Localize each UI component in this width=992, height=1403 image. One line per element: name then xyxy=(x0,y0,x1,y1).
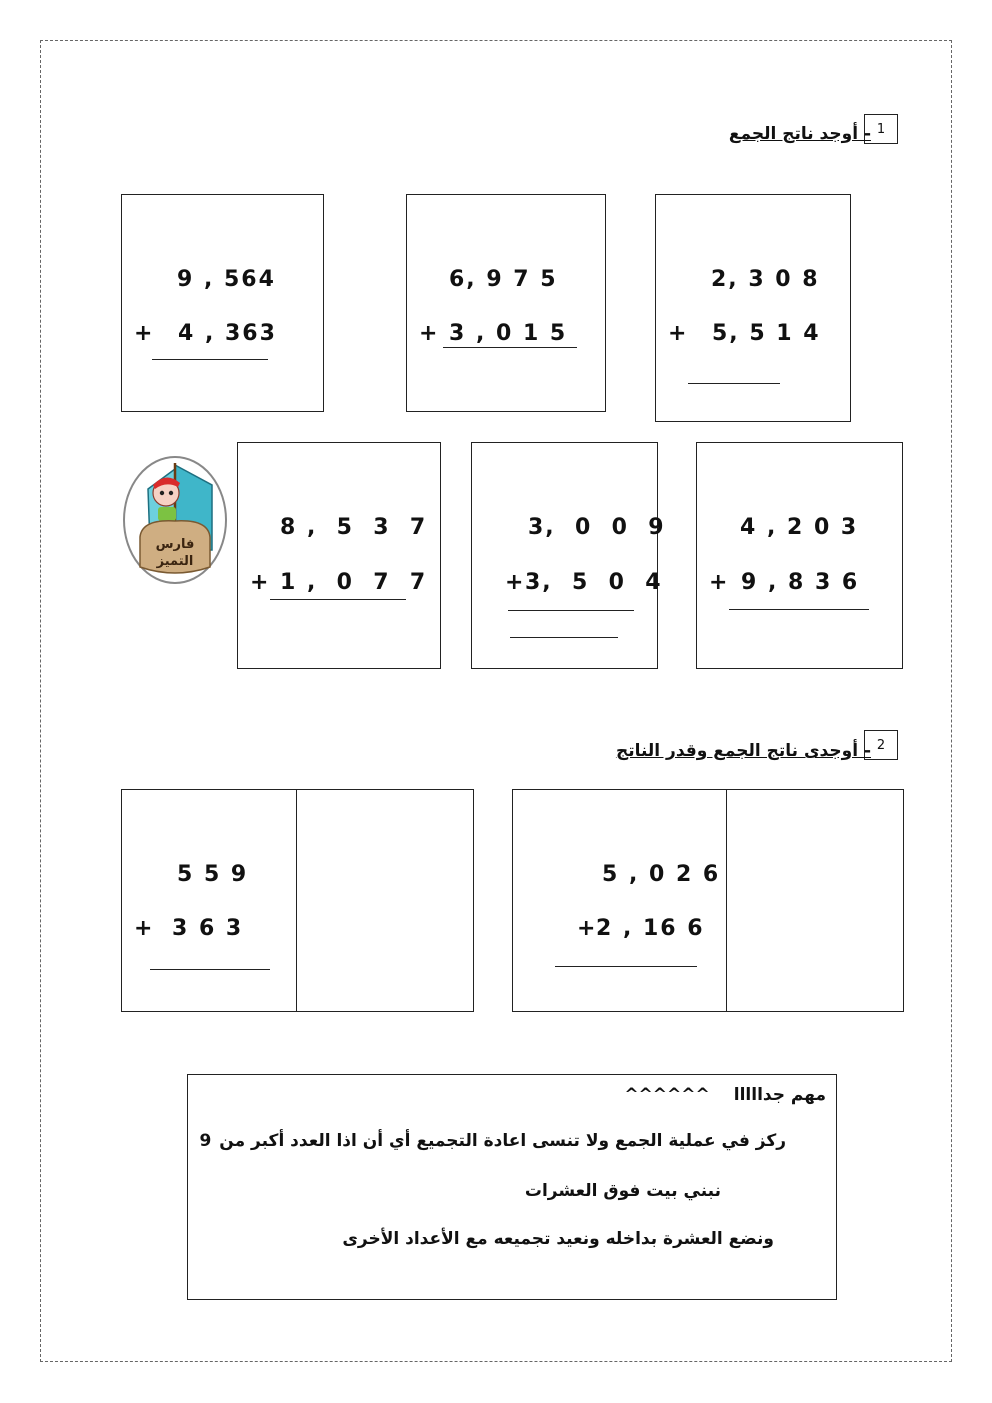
note-line-1-number: 9 xyxy=(199,1131,212,1151)
problem-2-operator: + xyxy=(419,321,440,346)
problem-1-top: 9 , 564 xyxy=(177,267,276,292)
question-number-1: 1 xyxy=(864,114,898,144)
logo-text-line2: التميز xyxy=(156,554,194,569)
note-header-row xyxy=(624,1085,826,1105)
problem-3-top: 2, 3 0 8 xyxy=(711,267,820,292)
problem-5-top: 3, 0 0 9 xyxy=(528,515,666,540)
problem-box-5 xyxy=(471,442,666,669)
answer-line xyxy=(555,966,697,967)
problem-box-6 xyxy=(696,442,903,669)
estimate-divider xyxy=(726,790,727,1011)
faris-altamayuz-logo xyxy=(122,455,228,585)
problem-4-bottom: 1 , 0 7 7 xyxy=(280,570,428,595)
problem-6-operator: + xyxy=(709,570,730,595)
problem-box-1 xyxy=(121,194,324,412)
section-2-title: - أوجدى ناتج الجمع وقدر الناتج xyxy=(615,741,871,761)
estimate-divider xyxy=(296,790,297,1011)
problem-6-top: 4 , 2 0 3 xyxy=(740,515,859,540)
estimate-box-1 xyxy=(121,789,474,1012)
note-line-2: نبني بيت فوق العشرات xyxy=(524,1181,721,1201)
estimate-2-operator: + xyxy=(577,916,598,941)
problem-box-3 xyxy=(655,194,851,422)
answer-line xyxy=(152,359,268,360)
problem-5-operator: + xyxy=(505,570,526,595)
problem-6-bottom: 9 , 8 3 6 xyxy=(741,570,860,595)
problem-2-bottom: 3 , 0 1 5 xyxy=(449,321,568,346)
problem-1-bottom: 4 , 363 xyxy=(178,321,277,346)
section-1-title: - أوجد ناتج الجمع xyxy=(728,124,871,144)
problem-box-2 xyxy=(406,194,606,412)
important-note-box xyxy=(187,1074,837,1300)
answer-line xyxy=(508,610,634,611)
problem-4-operator: + xyxy=(250,570,271,595)
problem-5-bottom: 3, 5 0 4 xyxy=(525,570,663,595)
answer-line xyxy=(443,347,577,348)
answer-line xyxy=(150,969,270,970)
problem-box-4 xyxy=(237,442,441,669)
problem-1-operator: + xyxy=(134,321,155,346)
logo-text-line1: فارس xyxy=(155,537,195,552)
note-header: مهم جدااااا xyxy=(733,1085,826,1105)
note-carets: ^^^^^^ xyxy=(624,1085,710,1105)
problem-2-top: 6, 9 7 5 xyxy=(449,267,558,292)
problem-4-top: 8 , 5 3 7 xyxy=(280,515,428,540)
estimate-1-bottom: 3 6 3 xyxy=(172,916,244,941)
note-line-3: ونضع العشرة بداخله ونعيد تجميعه مع الأعداد الأخرى xyxy=(342,1229,774,1249)
answer-line-2 xyxy=(510,637,618,638)
answer-line xyxy=(729,609,869,610)
note-line-1 xyxy=(199,1131,786,1151)
problem-3-operator: + xyxy=(668,321,689,346)
answer-line xyxy=(688,383,780,384)
estimate-2-top: 5 , 0 2 6 xyxy=(602,862,721,887)
problem-3-bottom: 5, 5 1 4 xyxy=(712,321,821,346)
estimate-box-2 xyxy=(512,789,904,1012)
estimate-1-operator: + xyxy=(134,916,155,941)
note-line-1-text: ركز في عملية الجمع ولا تنسى اعادة التجميع أي أن اذا العدد أكبر من xyxy=(219,1131,786,1151)
question-number-2: 2 xyxy=(864,730,898,760)
estimate-2-bottom: 2 , 16 6 xyxy=(596,916,705,941)
estimate-1-top: 5 5 9 xyxy=(177,862,249,887)
answer-line xyxy=(270,599,406,600)
